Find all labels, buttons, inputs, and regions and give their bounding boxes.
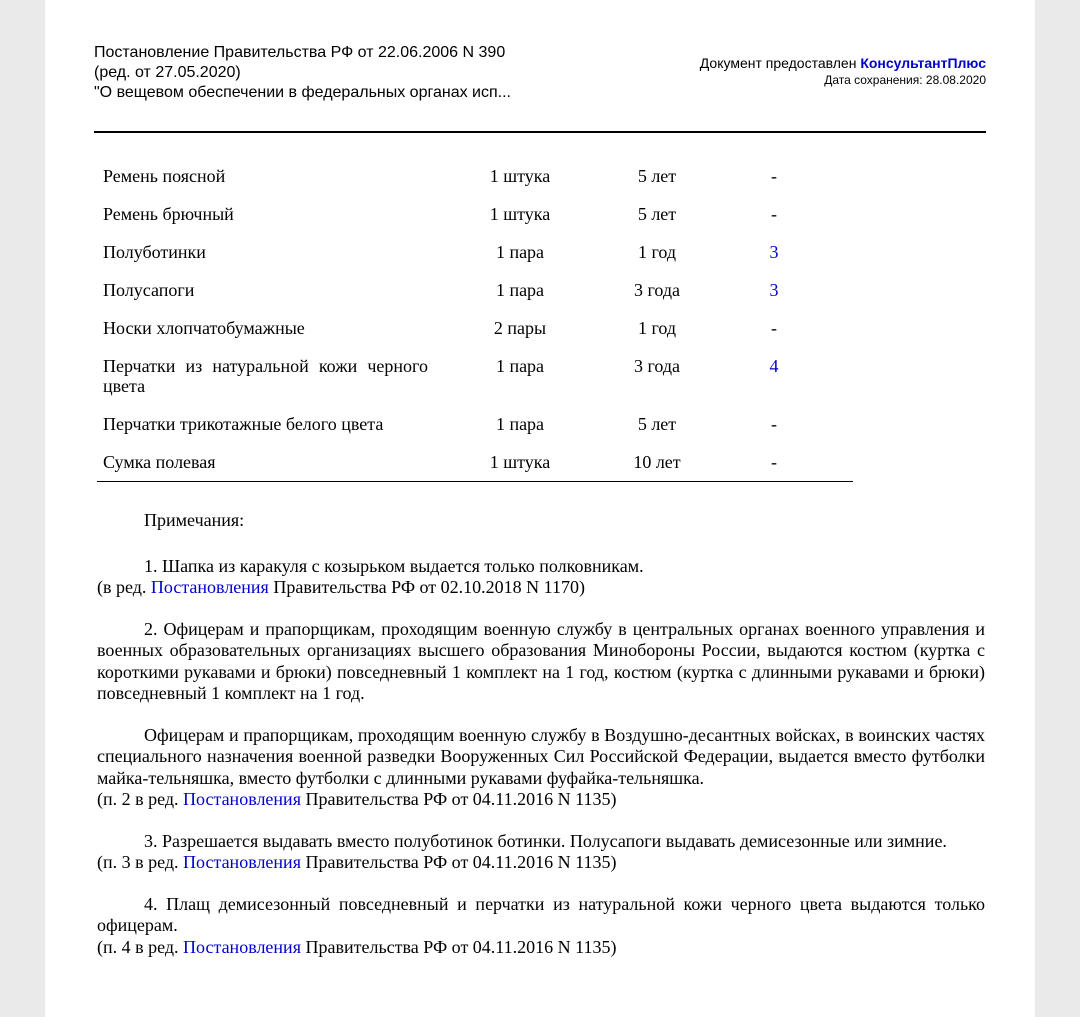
item-name: Перчатки из натуральной кожи черного цвета <box>103 356 428 396</box>
item-note: - <box>771 318 777 338</box>
item-quantity: 1 пара <box>495 242 545 262</box>
provider-block <box>700 54 986 88</box>
reference-link[interactable]: Постановления <box>183 789 301 809</box>
table-row <box>97 157 853 195</box>
item-name: Носки хлопчатобумажные <box>103 318 305 338</box>
note-2: 2. Офицерам и прапорщикам, проходящим военную службу в центральных органах военного управления и военных образовательных организациях высшего образования Минобороны России, выдаются костюм (куртка с короткими рукавами и брюки) повседневный 1 комплект на 1 год, костюм (куртка с длинными рукавами и брюки) повседневный 1 комплект на 1 год. <box>97 618 985 703</box>
document-page <box>45 0 1035 1017</box>
ref-prefix: (п. 3 в ред. <box>97 852 184 872</box>
item-note: - <box>771 452 777 472</box>
notes-heading: Примечания: <box>144 510 245 530</box>
table-row <box>97 443 853 481</box>
item-term: 3 года <box>633 356 681 376</box>
item-term: 1 год <box>637 242 677 262</box>
item-note: - <box>771 414 777 434</box>
item-note: - <box>771 204 777 224</box>
document-title-line2: (ред. от 27.05.2020) <box>94 64 241 81</box>
provided-by-prefix: Документ предоставлен <box>699 55 861 71</box>
ref-suffix: Правительства РФ от 02.10.2018 N 1170) <box>268 577 585 597</box>
item-note-link[interactable]: 3 <box>769 280 779 300</box>
table-row <box>97 347 853 405</box>
item-quantity: 1 штука <box>489 166 551 186</box>
note-2-reference <box>97 789 985 811</box>
item-quantity: 1 пара <box>495 280 545 300</box>
table-row <box>97 271 853 309</box>
reference-link[interactable]: Постановления <box>150 577 269 597</box>
item-term: 5 лет <box>637 204 677 224</box>
item-name: Ремень брючный <box>103 204 234 224</box>
item-term: 3 года <box>633 280 681 300</box>
item-quantity: 1 пара <box>495 414 545 434</box>
table-row <box>97 309 853 347</box>
document-title-block <box>94 43 614 103</box>
item-name: Полусапоги <box>103 280 195 300</box>
item-note: - <box>771 166 777 186</box>
ref-prefix: (в ред. <box>97 577 151 597</box>
reference-link[interactable]: Постановления <box>183 936 301 957</box>
table-row <box>97 233 853 271</box>
norms-table <box>97 157 853 482</box>
provided-by <box>700 54 986 72</box>
item-note-link[interactable]: 3 <box>769 242 779 262</box>
item-term: 5 лет <box>637 166 677 186</box>
note-3: 3. Разрешается выдавать вместо полуботинок ботинки. Полусапоги выдавать демисезонные или зимние. <box>144 830 947 851</box>
ref-prefix: (п. 4 в ред. <box>97 936 184 957</box>
table-row <box>97 405 853 443</box>
item-name: Ремень поясной <box>103 166 226 186</box>
item-quantity: 1 штука <box>489 204 551 224</box>
ref-suffix: Правительства РФ от 04.11.2016 N 1135) <box>300 789 617 809</box>
table-row <box>97 195 853 233</box>
document-title-line1: Постановление Правительства РФ от 22.06.2006 N 390 <box>94 44 506 61</box>
reference-link[interactable]: Постановления <box>183 852 301 872</box>
item-name: Сумка полевая <box>103 452 216 472</box>
item-name: Перчатки трикотажные белого цвета <box>103 414 384 434</box>
item-term: 10 лет <box>633 452 681 472</box>
note-4-reference <box>97 937 985 959</box>
save-date: Дата сохранения: 28.08.2020 <box>824 73 986 87</box>
item-quantity: 1 пара <box>495 356 545 376</box>
item-name: Полуботинки <box>103 242 206 262</box>
brand-name: КонсультантПлюс <box>860 55 986 71</box>
note-4: 4. Плащ демисезонный повседневный и перчатки из натуральной кожи черного цвета выдаются только офицерам. <box>97 893 985 935</box>
note-1: 1. Шапка из каракуля с козырьком выдается только полковникам. <box>144 555 644 576</box>
ref-suffix: Правительства РФ от 04.11.2016 N 1135) <box>300 936 617 957</box>
ref-suffix: Правительства РФ от 04.11.2016 N 1135) <box>300 852 617 872</box>
note-2-continued: Офицерам и прапорщикам, проходящим военную службу в Воздушно-десантных войсках, в воинских частях специального назначения военной разведки Вооруженных Сил Российской Федерации, выдается вместо футболки майка-тельняшка, вместо футболки с длинными рукавами фуфайка-тельняшка. <box>97 724 985 788</box>
item-term: 1 год <box>637 318 677 338</box>
item-quantity: 1 штука <box>489 452 551 472</box>
note-1-reference <box>97 577 985 599</box>
document-title-line3: "О вещевом обеспечении в федеральных органах исп... <box>94 84 511 101</box>
ref-prefix: (п. 2 в ред. <box>97 789 184 809</box>
header-divider <box>94 131 986 133</box>
item-quantity: 2 пары <box>493 318 547 338</box>
notes-section <box>97 510 985 958</box>
item-note-link[interactable]: 4 <box>769 356 779 376</box>
note-3-reference <box>97 852 985 874</box>
item-term: 5 лет <box>637 414 677 434</box>
